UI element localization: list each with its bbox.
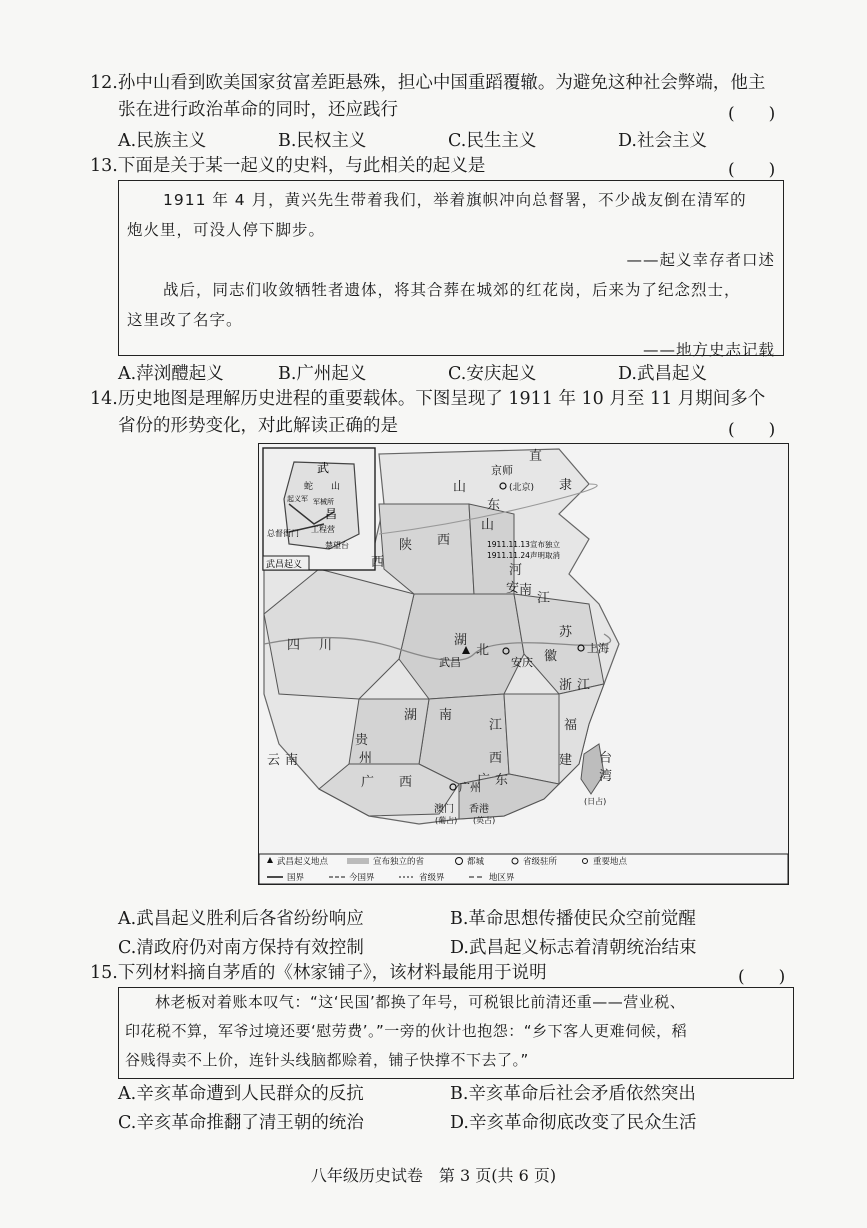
q15-option-c[interactable]: C.辛亥革命推翻了清王朝的统治 [118, 1113, 364, 1133]
q12-stem-line1: 12.孙中山看到欧美国家贫富差距悬殊，担心中国重蹈覆辙。为避免这种社会弊端，他主 [90, 73, 766, 93]
q12-stem-line2: 张在进行政治革命的同时，还应践行 [118, 100, 398, 120]
q13-options [118, 360, 818, 386]
prov-label: 江 [489, 718, 503, 733]
map-svg [259, 444, 788, 884]
q14-answer-blank[interactable]: ( ) [728, 420, 776, 440]
q12-answer-blank[interactable]: ( ) [728, 104, 776, 124]
prov-label: 贵 [355, 733, 369, 748]
inset-label-chang: 昌 [325, 507, 338, 521]
city-macau-note: (葡占) [435, 816, 458, 825]
prov-label: 西 [399, 775, 413, 790]
prov-label: 江 [577, 678, 591, 693]
inset-label-chuwangtai: 楚望台 [325, 541, 349, 550]
q13-source-box [118, 180, 784, 359]
inset-label-shan: 山 [331, 482, 341, 492]
q15-quote-line3: 谷贱得卖不上价，连针头线脑都赊着，铺子快撑不下去了。” [125, 1051, 529, 1069]
prov-label: 建 [559, 753, 573, 768]
legend-provincial-seat: 省级驻所 [523, 857, 558, 867]
prov-label: 河 [509, 563, 523, 578]
prov-label: 西 [371, 555, 385, 570]
page-footer: 八年级历史试卷 第 3 页(共 6 页) [310, 1166, 557, 1185]
city-macau: 澳门 [434, 804, 454, 815]
q14-option-c[interactable]: C.清政府仍对南方保持有效控制 [118, 938, 364, 958]
q14-stem-line1: 14.历史地图是理解历史进程的重要载体。下图呈现了 1911 年 10 月至 11 月期间多个 [90, 389, 766, 409]
prov-label: 东 [487, 498, 501, 513]
q15-answer-blank[interactable]: ( ) [738, 967, 786, 987]
inset-label-arsenal: 军械所 [313, 498, 334, 506]
legend-regional-border: 地区界 [489, 873, 515, 883]
q12-option-a[interactable]: A.民族主义 [118, 131, 207, 151]
q14-option-d[interactable]: D.武昌起义标志着清朝统治结束 [450, 938, 697, 958]
q13-quote1-line2: 炮火里，可没人停下脚步。 [127, 221, 326, 239]
city-hongkong: 香港 [469, 804, 489, 815]
prov-label: 台 [599, 751, 613, 766]
q13-quote1-line1: 1911 年 4 月，黄兴先生带着我们，举着旗帜冲向总督署，不少战友倒在清军的 [163, 191, 747, 209]
q15-option-d[interactable]: D.辛亥革命彻底改变了民众生活 [450, 1113, 697, 1133]
inset-label-engineering-camp: 工程营 [311, 525, 335, 534]
q13-option-d[interactable]: D.武昌起义 [618, 364, 707, 384]
prov-label: 浙 [559, 678, 573, 693]
q15-stem: 15.下列材料摘自茅盾的《林家铺子》，该材料最能用于说明 [90, 963, 547, 983]
historical-map-1911 [258, 443, 789, 885]
q12-option-b[interactable]: B.民权主义 [278, 131, 367, 151]
inset-label-she: 蛇 [304, 482, 314, 492]
map-note-cancel: 1911.11.24声明取消 [487, 551, 560, 560]
q14-options [118, 905, 818, 965]
city-guangzhou: 广州 [459, 781, 481, 794]
city-beijing: (北京) [509, 483, 535, 493]
prov-label: 云 [267, 753, 281, 768]
city-jingshi: 京师 [491, 464, 513, 477]
prov-label: 徽 [544, 649, 558, 664]
prov-label: 东 [495, 773, 509, 788]
legend-capital: 都城 [467, 857, 485, 867]
q15-option-b[interactable]: B.辛亥革命后社会矛盾依然突出 [450, 1084, 696, 1104]
legend-independent-province: 宣布独立的省 [373, 857, 425, 867]
city-wuchang: 武昌 [439, 656, 461, 669]
city-anqing: 安庆 [511, 656, 533, 669]
prov-label: 北 [476, 643, 490, 658]
prov-label: 广 [477, 773, 491, 788]
legend-uprising-site: 武昌起义地点 [277, 857, 329, 867]
legend-provincial-border: 省级界 [419, 873, 445, 883]
prov-label: 陕 [399, 538, 413, 553]
prov-label: 苏 [559, 625, 573, 640]
q14-option-b[interactable]: B.革命思想传播使民众空前觉醒 [450, 909, 696, 929]
taiwan-note: (日占) [584, 797, 607, 806]
prov-label: 西 [489, 751, 503, 766]
legend-national-border: 国界 [287, 873, 305, 883]
q13-source2: ——地方史志记载 [642, 341, 775, 359]
q12-options [118, 127, 818, 153]
prov-label: 州 [359, 751, 373, 766]
prov-label: 山 [453, 480, 467, 495]
q15-quote-line2: 印花税不算，军爷过境还要‘慰劳费’。”一旁的伙计也抱怨：“乡下客人更难伺候，稻 [125, 1022, 688, 1040]
city-shanghai: 上海 [587, 642, 609, 655]
inset-label-rebels: 起义军 [287, 495, 308, 503]
q13-option-c[interactable]: C.安庆起义 [448, 364, 537, 384]
prov-label: 隶 [559, 478, 573, 493]
q13-option-a[interactable]: A.萍浏醴起义 [118, 364, 224, 384]
inset-label-governor-office: 总督衙门 [267, 529, 299, 538]
inset-label-wu: 武 [317, 461, 330, 475]
map-note-independence: 1911.11.13宣布独立 [487, 540, 560, 549]
q13-quote2-line1: 战后，同志们收敛牺牲者遗体，将其合葬在城郊的红花岗，后来为了纪念烈士， [163, 281, 741, 299]
city-hongkong-note: (英占) [473, 816, 496, 825]
q13-quote2-line2: 这里改了名字。 [127, 311, 243, 329]
prov-label: 南 [285, 753, 299, 768]
q14-option-a[interactable]: A.武昌起义胜利后各省纷纷响应 [118, 909, 364, 929]
prov-label: 西 [437, 533, 451, 548]
legend-current-border: 今国界 [349, 873, 375, 883]
prov-label: 四 [287, 638, 301, 653]
q14-stem-line2: 省份的形势变化，对此解读正确的是 [118, 416, 398, 436]
q15-material-box [118, 987, 794, 1079]
prov-label: 安 [506, 581, 520, 596]
prov-label: 直 [529, 449, 543, 464]
prov-label: 川 [319, 638, 333, 653]
q12-option-d[interactable]: D.社会主义 [618, 131, 707, 151]
prov-label: 湾 [599, 769, 613, 784]
q12-option-c[interactable]: C.民生主义 [448, 131, 537, 151]
prov-label: 湖 [454, 633, 468, 648]
q15-quote-line1: 林老板对着账本叹气：“这‘民国’都换了年号，可税银比前清还重——营业税、 [155, 993, 686, 1011]
q13-option-b[interactable]: B.广州起义 [278, 364, 367, 384]
prov-label: 南 [519, 583, 533, 598]
q15-options [118, 1080, 818, 1140]
prov-label: 湖 [404, 708, 418, 723]
legend-important-place: 重要地点 [593, 857, 628, 867]
q13-stem: 13.下面是关于某一起义的史料，与此相关的起义是 [90, 156, 486, 176]
prov-label: 江 [537, 591, 551, 606]
prov-label: 南 [439, 708, 453, 723]
q13-answer-blank[interactable]: ( ) [728, 160, 776, 180]
inset-caption: 武昌起义 [266, 560, 303, 570]
q15-option-a[interactable]: A.辛亥革命遭到人民群众的反抗 [118, 1084, 364, 1104]
prov-label: 广 [361, 775, 375, 790]
prov-label: 福 [564, 718, 578, 733]
prov-label: 山 [481, 518, 495, 533]
q13-source1: ——起义幸存者口述 [626, 251, 775, 269]
